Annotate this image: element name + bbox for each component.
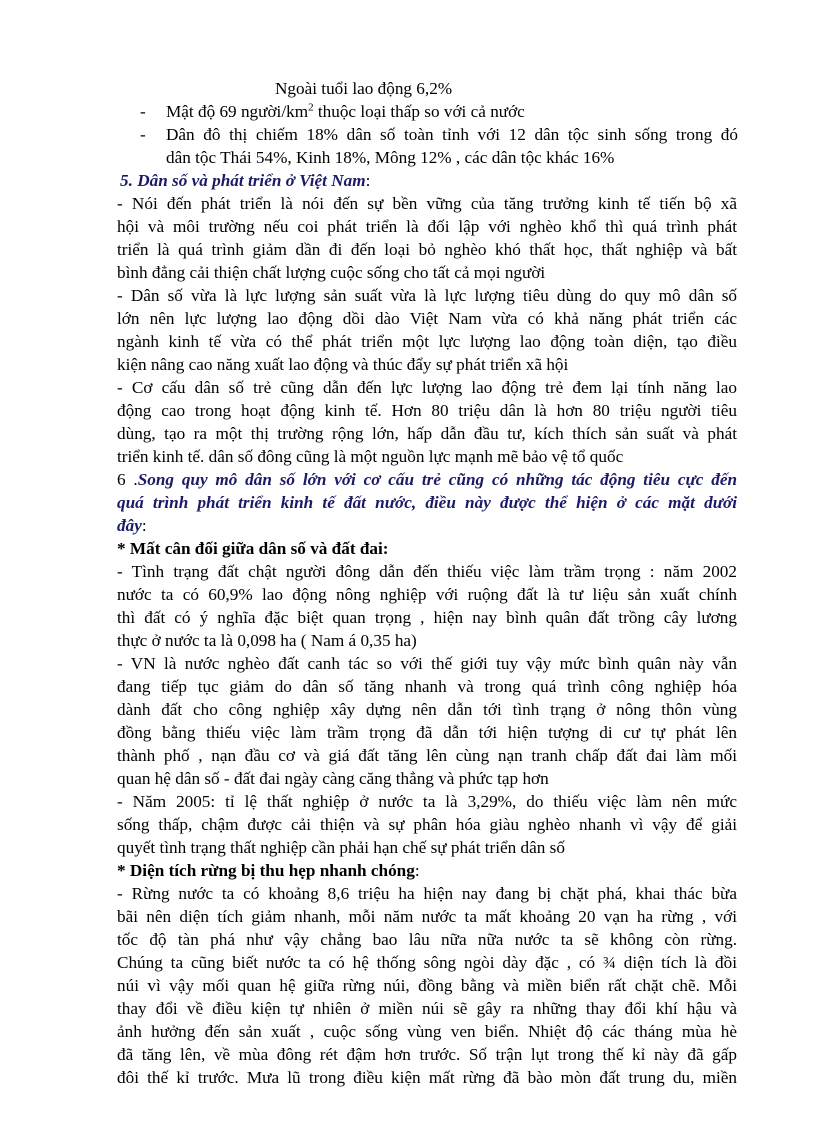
paragraph-line: Chúng ta cũng biết nước ta có hệ thống sông ngòi dày đặc , có ¾ diện tích là đồi [117,953,737,972]
paragraph-line: triển kinh tế. dân số đông cũng là một nguồn lực mạnh mẽ bảo vệ tổ quốc [117,447,624,466]
paragraph-line: núi vì vậy mối quan hệ giữa rừng núi, đồng bằng và miền biển rất chặt chẽ. Mỗi [117,976,737,995]
paragraph-line: bãi nên diện tích giảm nhanh, mỗi năm nước ta mất khoảng 20 vạn ha rừng , với [117,907,737,926]
paragraph-line: - Dân số vừa là lực lượng sản suất vừa là lực lượng tiêu dùng do quy mô dân số [117,286,737,305]
superscript: 2 [308,101,314,114]
paragraph-line: thực ở nước ta là 0,098 ha ( Nam á 0,35 ha) [117,631,417,650]
paragraph-line: - Tình trạng đất chật người đông dẫn đến thiếu việc làm trầm trọng : năm 2002 [117,562,737,581]
subsection-heading [117,859,420,882]
paragraph-line: triển là quá trình giảm dần đi đến loại bỏ nghèo khó thất học, thất nghiệp và bất [117,240,737,259]
paragraph-line: ảnh hưởng đến sản xuất , cuộc sống vùng ven biển. Nhiệt độ các tháng mùa hè [117,1022,737,1041]
paragraph-line: - Cơ cấu dân số trẻ cũng dẫn đến lực lượng lao động trẻ đem lại tính năng lao [117,378,737,397]
bullet-marker: - [140,102,146,121]
bullet-marker: - [140,125,146,144]
text-line: Ngoài tuổi lao động 6,2% [275,79,453,98]
heading-text: Song quy mô dân số lớn với cơ cấu trẻ cũng có những tác động tiêu cực đến [137,470,738,489]
paragraph-line: tốc độ tàn phá như vậy chẳng bao lâu nữa nữa nước ta sẽ không còn rừng. [117,930,737,949]
paragraph-line: bình đẳng cải thiện chất lượng cuộc sống cho tất cả mọi người [117,263,546,282]
paragraph-line: thì đất có ý nghĩa đặc biệt quan trọng , hiện nay bình quân đất trồng cây lương [117,608,737,627]
paragraph-line: lớn nên lực lượng lao động dồi dào Việt Nam vừa có khả năng phát triển các [117,309,737,328]
paragraph-line: thay đổi về điều kiện tự nhiên ở miền núi sẽ gây ra những thay đổi khí hậu và [117,999,737,1018]
text-span: thuộc loại thấp so với cả nước [313,102,525,121]
paragraph-line: đôi thế kỉ trước. Mưa lũ trong điều kiện mất rừng đã bào mòn đất trung du, miền [117,1068,737,1087]
paragraph-line: hội và môi trường nếu coi phát triển là đối lập với nghèo khổ thì quá trình phát [117,217,737,236]
heading-colon: : [141,516,147,535]
text-span: Mật độ 69 người/km [166,102,309,121]
paragraph-line: đã tăng lên, về mùa đông rét đậm hơn trước. Số trận lụt trong thế kỉ này đã gấp [117,1045,737,1064]
subsection-heading: * Mất cân đối giữa dân số và đất đai: [117,539,389,558]
paragraph-line: - Rừng nước ta có khoảng 8,6 triệu ha hiện nay đang bị chặt phá, khai thác bừa [117,884,737,903]
bullet-item: Dân đô thị chiếm 18% dân số toàn tỉnh với 12 dân tộc sinh sống trong đó [166,125,738,144]
paragraph-line: nước ta có 60,9% lao động nông nghiệp với ruộng đất là tư liệu sản xuất chính [117,585,737,604]
paragraph-line: - Nói đến phát triển là nói đến sự bền vững của tăng trưởng kinh tế tiến bộ xã [117,194,737,213]
heading-text: * Diện tích rừng bị thu hẹp nhanh chóng [117,861,415,880]
paragraph-line: dành đất cho công nghiệp xây dựng nên dẫn tới tình trạng ở nông thôn vùng [117,700,737,719]
paragraph-line: kiện nâng cao năng xuất lao động và thúc đẩy sự phát triển xã hội [117,355,569,374]
heading-colon: : [414,861,420,880]
heading-text: đây [117,516,142,535]
heading-line [117,514,147,537]
heading-text: 5. Dân số và phát triển ở Việt Nam [120,171,366,190]
paragraph-line: - VN là nước nghèo đất canh tác so với thế giới tuy vậy mức bình quân này vẫn [117,654,737,673]
paragraph-line: ngành kinh tế vừa có thể phát triển một lực lượng lao động toàn diện, tạo điều [117,332,737,351]
paragraph-line: dùng, tạo ra một thị trường rộng lớn, hấp dẫn đầu tư, kích thích sản suất và phát [117,424,737,443]
paragraph-line: - Năm 2005: tỉ lệ thất nghiệp ở nước ta là 3,29%, do thiếu việc làm nên mức [117,792,737,811]
heading-line: quá trình phát triển kinh tế đất nước, điều này được thể hiện ở các mặt dưới [117,493,737,512]
heading-colon: : [365,171,371,190]
bullet-item [166,100,525,123]
section-heading [117,468,737,491]
paragraph-line: thành phố , nạn đầu cơ và giá đất tăng lên cùng nạn tranh chấp đất đai làm mối [117,746,737,765]
paragraph-line: quan hệ dân số - đất đai ngày càng căng thẳng và phức tạp hơn [117,769,549,788]
section-heading [120,169,370,192]
paragraph-line: sống thấp, chậm được cải thiện và sự phân hóa giàu nghèo nhanh vì vậy để giải [117,815,737,834]
paragraph-line: quyết tình trạng thất nghiệp cần phải hạn chế sự phát triển dân số [117,838,565,857]
paragraph-line: đồng bằng thiếu việc làm trầm trọng đã dẫn tới hiện tượng di cư tự phát lên [117,723,737,742]
text-line: dân tộc Thái 54%, Kinh 18%, Mông 12% , các dân tộc khác 16% [166,148,615,167]
paragraph-line: đang tiếp tục giảm do dân số tăng nhanh và trong quá trình công nghiệp hóa [117,677,737,696]
heading-number: 6 . [117,470,138,489]
paragraph-line: động cao trong hoạt động kinh tế. Hơn 80 triệu dân là hơn 80 triệu người tiêu [117,401,737,420]
